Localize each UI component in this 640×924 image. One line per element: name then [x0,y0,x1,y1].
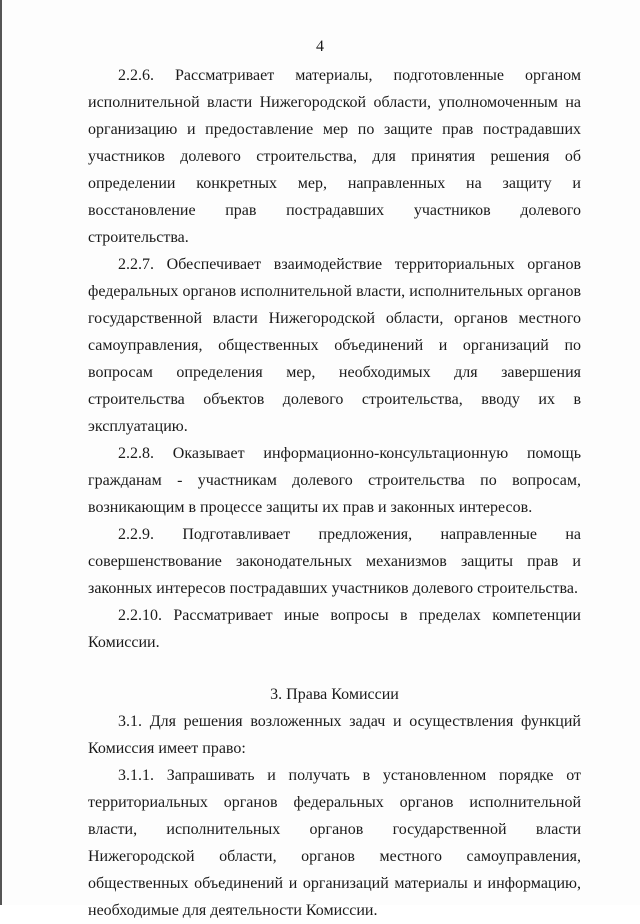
scan-edge [0,0,2,905]
page-number: 4 [316,38,324,55]
section-heading: 3. Права Комиссии [270,686,399,703]
paragraph-2-2-10: 2.2.10. Рассматривает иные вопросы в пределах компетенции Комиссии. [88,607,581,651]
paragraph-2-2-8: 2.2.8. Оказывает информационно-консультационную помощь гражданам - участникам долевого строительства по вопросам, возникающим в процессе защиты их прав и законных интересов. [88,445,581,516]
paragraph-3-1: 3.1. Для решения возложенных задач и осуществления функций Комиссия имеет право: [88,713,581,757]
paragraph-2-2-7: 2.2.7. Обеспечивает взаимодействие территориальных органов федеральных органов исполнительной власти, исполнительных органов государственной власти Нижегородской области, органов местного самоуправления, общественных объединений и организаций по вопросам определения мер, необходимых для завершения строительства объектов долевого строительства, вводу их в эксплуатацию. [88,256,581,435]
document-body [88,62,581,924]
paragraph-2-2-9: 2.2.9. Подготавливает предложения, направленные на совершенствование законодательных механизмов защиты прав и законных интересов пострадавших участников долевого строительства. [88,526,581,597]
paragraph-3-1-1: 3.1.1. Запрашивать и получать в установленном порядке от территориальных органов федеральных органов исполнительной власти, исполнительных органов государственной власти Нижегородской области, органов местного самоуправления, общественных объединений и организаций материалы и информацию, необходимые для деятельности Комиссии. [88,767,581,919]
paragraph-2-2-6: 2.2.6. Рассматривает материалы, подготовленные органом исполнительной власти Нижегородской области, уполномоченным на организацию и предоставление мер по защите прав пострадавших участников долевого строительства, для принятия решения об определении конкретных мер, направленных на защиту и восстановление прав пострадавших участников долевого строительства. [88,67,581,246]
